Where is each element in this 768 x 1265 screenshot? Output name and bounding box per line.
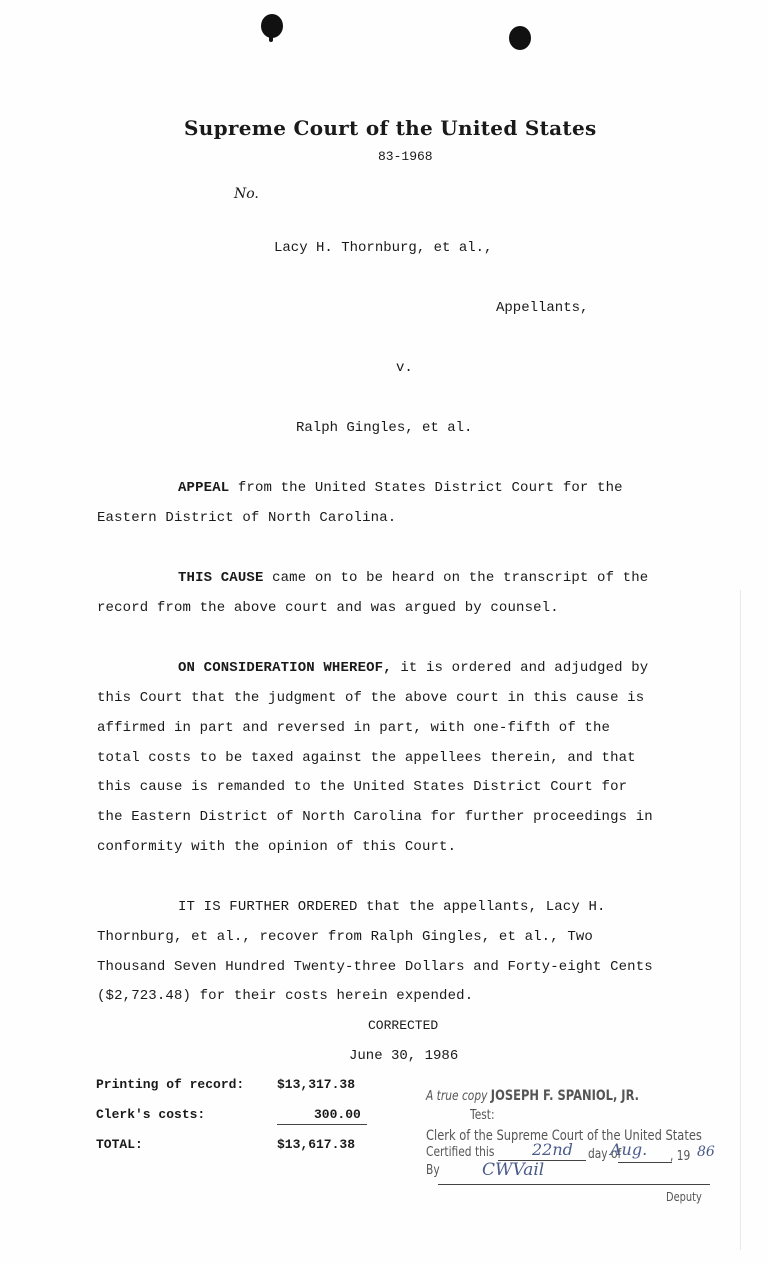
consideration-line-6: the Eastern District of North Carolina for further proceedings in bbox=[97, 809, 653, 825]
page-edge bbox=[740, 590, 741, 1250]
appellants-label: Appellants, bbox=[496, 300, 589, 316]
appeal-line-1 bbox=[178, 480, 623, 496]
corrected-label: CORRECTED bbox=[368, 1018, 439, 1033]
stamp-clerk-title: Clerk of the Supreme Court of the United States bbox=[426, 1128, 702, 1144]
cost-label-clerk: Clerk's costs: bbox=[96, 1107, 206, 1122]
consideration-line-4: total costs to be taxed against the appellees therein, and that bbox=[97, 750, 636, 766]
versus: v. bbox=[396, 360, 413, 376]
cost-amount-total: $13,617.38 bbox=[277, 1137, 356, 1152]
no-label: No. bbox=[234, 186, 259, 202]
cause-line-1 bbox=[178, 570, 648, 586]
appeal-line-2: Eastern District of North Carolina. bbox=[97, 510, 397, 526]
docket-number: 83-1968 bbox=[378, 149, 433, 164]
further-line-4: ($2,723.48) for their costs herein expended. bbox=[97, 988, 474, 1004]
consideration-line-5: this cause is remanded to the United States District Court for bbox=[97, 779, 628, 795]
consideration-line-1-text: it is ordered and adjudged by bbox=[391, 660, 649, 676]
cost-label-total: TOTAL: bbox=[96, 1137, 143, 1152]
further-line-1: IT IS FURTHER ORDERED that the appellants, Lacy H. bbox=[178, 899, 606, 915]
judgment-date: June 30, 1986 bbox=[349, 1048, 459, 1064]
consideration-line-3: affirmed in part and reversed in part, with one-fifth of the bbox=[97, 720, 611, 736]
cost-label-printing: Printing of record: bbox=[96, 1077, 245, 1092]
punch-hole-right bbox=[509, 26, 531, 50]
stamp-true-copy: A true copy bbox=[426, 1089, 488, 1104]
stamp-clerk-name: JOSEPH F. SPANIOL, JR. bbox=[490, 1088, 639, 1104]
stamp-test: Test: bbox=[470, 1108, 495, 1123]
cause-line-2: record from the above court and was argued by counsel. bbox=[97, 600, 559, 616]
clerk-signature: CWVail bbox=[482, 1160, 545, 1180]
consideration-line-7: conformity with the opinion of this Court. bbox=[97, 839, 457, 855]
stamp-true-copy-line bbox=[426, 1088, 639, 1104]
appellees-name: Ralph Gingles, et al. bbox=[296, 420, 473, 436]
cost-amount-clerk: 300.00 bbox=[314, 1107, 361, 1122]
further-line-3: Thousand Seven Hundred Twenty-three Dollars and Forty-eight Cents bbox=[97, 959, 653, 975]
handwritten-year: 86 bbox=[697, 1144, 715, 1160]
cause-line-1-text: came on to be heard on the transcript of the bbox=[263, 570, 649, 586]
court-title: Supreme Court of the United States bbox=[184, 116, 597, 140]
consideration-lead: ON CONSIDERATION WHEREOF, bbox=[178, 660, 392, 676]
signature-line bbox=[438, 1184, 710, 1185]
stamp-deputy: Deputy bbox=[666, 1190, 702, 1204]
appeal-lead: APPEAL bbox=[178, 480, 230, 496]
appellants-name: Lacy H. Thornburg, et al., bbox=[274, 240, 493, 256]
further-line-2: Thornburg, et al., recover from Ralph Gingles, et al., Two bbox=[97, 929, 593, 945]
stamp-day-of: day of bbox=[588, 1147, 622, 1162]
punch-hole-left-tail bbox=[269, 34, 273, 42]
cause-lead: THIS CAUSE bbox=[178, 570, 264, 586]
stamp-by: By bbox=[426, 1163, 440, 1178]
handwritten-month: Aug. bbox=[610, 1140, 648, 1159]
consideration-line-2: this Court that the judgment of the above court in this cause is bbox=[97, 690, 645, 706]
stamp-year-prefix: , 19 bbox=[670, 1149, 691, 1164]
cost-underline bbox=[277, 1124, 367, 1125]
cost-amount-printing: $13,317.38 bbox=[277, 1077, 356, 1092]
consideration-line-1 bbox=[178, 660, 648, 676]
stamp-certified-this: Certified this bbox=[426, 1145, 495, 1160]
month-underline bbox=[618, 1162, 672, 1163]
appeal-line-1-text: from the United States District Court for the bbox=[229, 480, 623, 496]
handwritten-day: 22nd bbox=[532, 1140, 573, 1159]
